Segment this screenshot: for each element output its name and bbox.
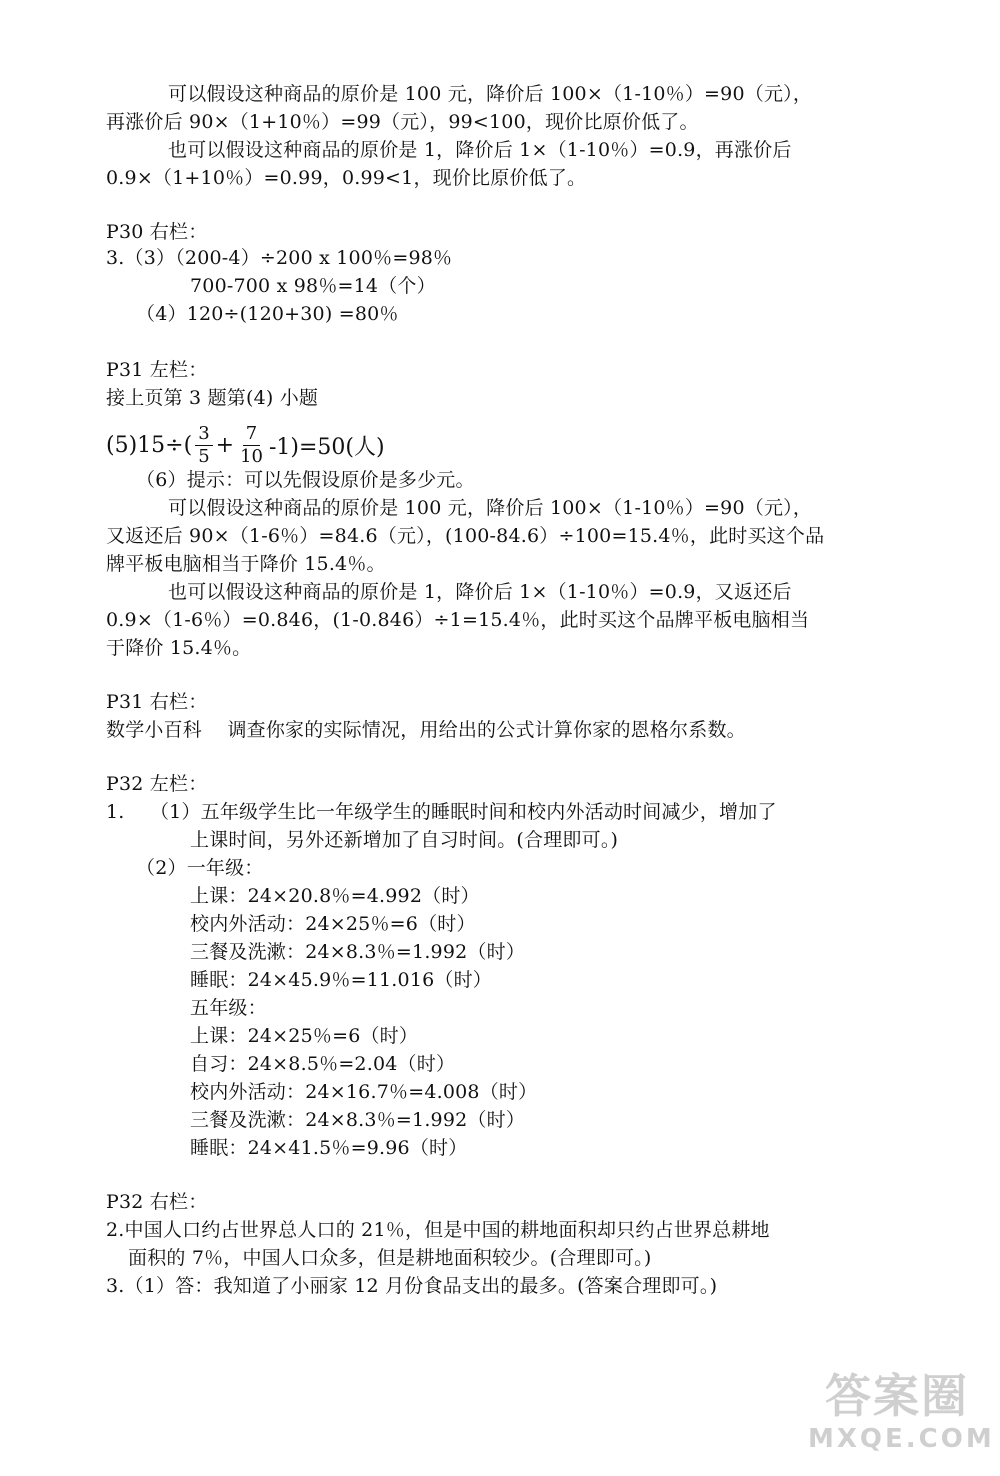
fraction <box>195 423 212 468</box>
section-heading: P32 左栏： <box>106 773 208 795</box>
section-heading: P31 右栏： <box>106 691 208 713</box>
text-line: 也可以假设这种商品的原价是 1，降价后 1×（1-10％）=0.9，再涨价后 <box>168 139 792 161</box>
text-line: 700-700 x 98％=14（个） <box>190 275 436 297</box>
text-line: 上课：24×20.8％=4.992（时） <box>190 885 480 907</box>
fraction-numerator: 7 <box>243 423 260 446</box>
text-line: 数学小百科 调查你家的实际情况，用给出的公式计算你家的恩格尔系数。 <box>106 719 746 741</box>
text-line: 睡眠：24×41.5％=9.96（时） <box>190 1137 468 1159</box>
section-heading: P32 右栏： <box>106 1191 208 1213</box>
text-line: 可以假设这种商品的原价是 100 元，降价后 100×（1-10％）=90（元）， <box>168 83 813 105</box>
watermark-url: MXQE.COM <box>808 1424 995 1454</box>
text-line: 可以假设这种商品的原价是 100 元，降价后 100×（1-10％）=90（元）， <box>168 497 813 519</box>
text-line: 校内外活动：24×16.7％=4.008（时） <box>190 1081 538 1103</box>
text-line: 面积的 7％，中国人口众多，但是耕地面积较少。(合理即可。) <box>128 1247 652 1269</box>
text-line: 三餐及洗漱：24×8.3％=1.992（时） <box>190 1109 526 1131</box>
section-heading: P30 右栏： <box>106 221 208 243</box>
formula-suffix: -1)=50(人) <box>268 434 385 460</box>
fraction-formula <box>106 420 385 470</box>
text-line: 睡眠：24×45.9％=11.016（时） <box>190 969 493 991</box>
text-line: 接上页第 3 题第(4) 小题 <box>106 387 319 409</box>
fraction-denominator: 10 <box>240 445 263 467</box>
text-line: 3.（3）（200-4）÷200 x 100％=98％ <box>106 247 453 269</box>
text-line: （4）120÷(120+30) =80％ <box>136 303 399 325</box>
text-line: 0.9×（1+10％）=0.99，0.99<1，现价比原价低了。 <box>106 167 587 189</box>
text-line: 校内外活动：24×25％=6（时） <box>190 913 476 935</box>
formula-prefix: (5)15÷( <box>106 432 193 458</box>
section-heading: P31 左栏： <box>106 359 208 381</box>
text-line: 于降价 15.4％。 <box>106 637 252 659</box>
watermark-text: 答案圈 <box>825 1369 969 1423</box>
fraction-numerator: 3 <box>195 423 212 446</box>
text-line: 三餐及洗漱：24×8.3％=1.992（时） <box>190 941 526 963</box>
text-line: 也可以假设这种商品的原价是 1，降价后 1×（1-10％）=0.9，又返还后 <box>168 581 792 603</box>
text-line: 又返还后 90×（1-6％）=84.6（元），(100-84.6）÷100=15.4％，此时买这个品 <box>106 525 825 547</box>
plus-sign: + <box>215 432 235 458</box>
text-line: 1. （1）五年级学生比一年级学生的睡眠时间和校内外活动时间减少，增加了 <box>106 801 777 823</box>
text-line: （2）一年级： <box>136 857 264 879</box>
text-line: 3.（1）答：我知道了小丽家 12 月份食品支出的最多。(答案合理即可。) <box>106 1275 718 1297</box>
watermark-logo <box>808 1368 995 1468</box>
text-line: 上课：24×25％=6（时） <box>190 1025 419 1047</box>
fraction-denominator: 5 <box>198 445 210 467</box>
text-line: （6）提示：可以先假设原价是多少元。 <box>136 469 475 491</box>
text-line: 牌平板电脑相当于降价 15.4％。 <box>106 553 386 575</box>
text-line: 再涨价后 90×（1+10％）=99（元），99<100，现价比原价低了。 <box>106 111 699 133</box>
text-line: 2.中国人口约占世界总人口的 21％，但是中国的耕地面积却只约占世界总耕地 <box>106 1219 770 1241</box>
text-line: 自习：24×8.5％=2.04（时） <box>190 1053 456 1075</box>
text-line: 五年级： <box>190 997 267 1019</box>
text-line: 0.9×（1-6％）=0.846，(1-0.846）÷1=15.4％，此时买这个品牌平板电脑相当 <box>106 609 810 631</box>
text-line: 上课时间，另外还新增加了自习时间。(合理即可。) <box>190 829 619 851</box>
fraction <box>237 423 266 468</box>
